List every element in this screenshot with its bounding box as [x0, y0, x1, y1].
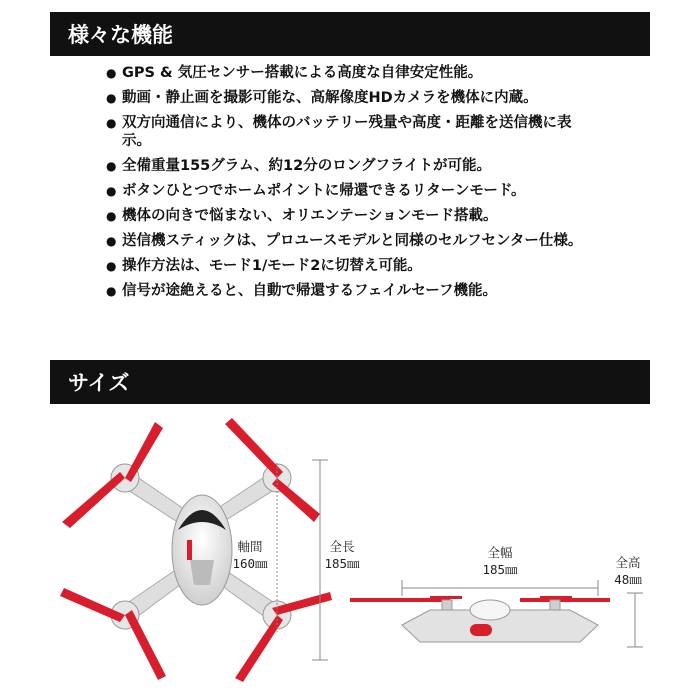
feature-item: ● GPS & 気圧センサー搭載による高度な自律安定性能。 [108, 64, 598, 82]
length-dimension [312, 538, 372, 572]
height-dimension [606, 554, 650, 588]
wheelbase-label: 軸間 [237, 539, 263, 554]
top-view-drone [60, 418, 332, 682]
feature-item: ● 送信機スティックは、プロユースモデルと同様のセルフセンター仕様。 [108, 232, 598, 250]
feature-item: ● 動画・静止画を撮影可能な、高解像度HDカメラを機体に内蔵。 [108, 89, 598, 107]
wheelbase-dimension [220, 538, 280, 572]
feature-item: ● 全備重量155グラム、約12分のロングフライトが可能。 [108, 157, 598, 175]
length-value: 185㎜ [324, 556, 360, 571]
height-value: 48㎜ [614, 572, 642, 587]
height-label: 全高 [615, 555, 641, 570]
width-dimension [468, 544, 532, 578]
feature-item: ● 機体の向きで悩まない、オリエンテーションモード搭載。 [108, 207, 598, 225]
length-label: 全長 [329, 539, 355, 554]
feature-item: ● 双方向通信により、機体のバッテリー残量や高度・距離を送信機に表示。 [108, 114, 598, 150]
features-title: 様々な機能 [68, 23, 173, 47]
feature-item: ● ボタンひとつでホームポイントに帰還できるリターンモード。 [108, 182, 598, 200]
feature-item: ● 信号が途絶えると、自動で帰還するフェイルセーフ機能。 [108, 282, 598, 300]
width-label: 全幅 [487, 545, 513, 560]
size-section-header [50, 360, 650, 404]
features-section-header [50, 12, 650, 56]
feature-list [108, 64, 598, 307]
width-value: 185㎜ [482, 562, 518, 577]
size-title: サイズ [68, 371, 130, 395]
wheelbase-value: 160㎜ [232, 556, 268, 571]
side-view-drone [350, 580, 643, 647]
feature-item: ● 操作方法は、モード1/モード2に切替え可能。 [108, 257, 598, 275]
size-diagram [50, 410, 650, 700]
